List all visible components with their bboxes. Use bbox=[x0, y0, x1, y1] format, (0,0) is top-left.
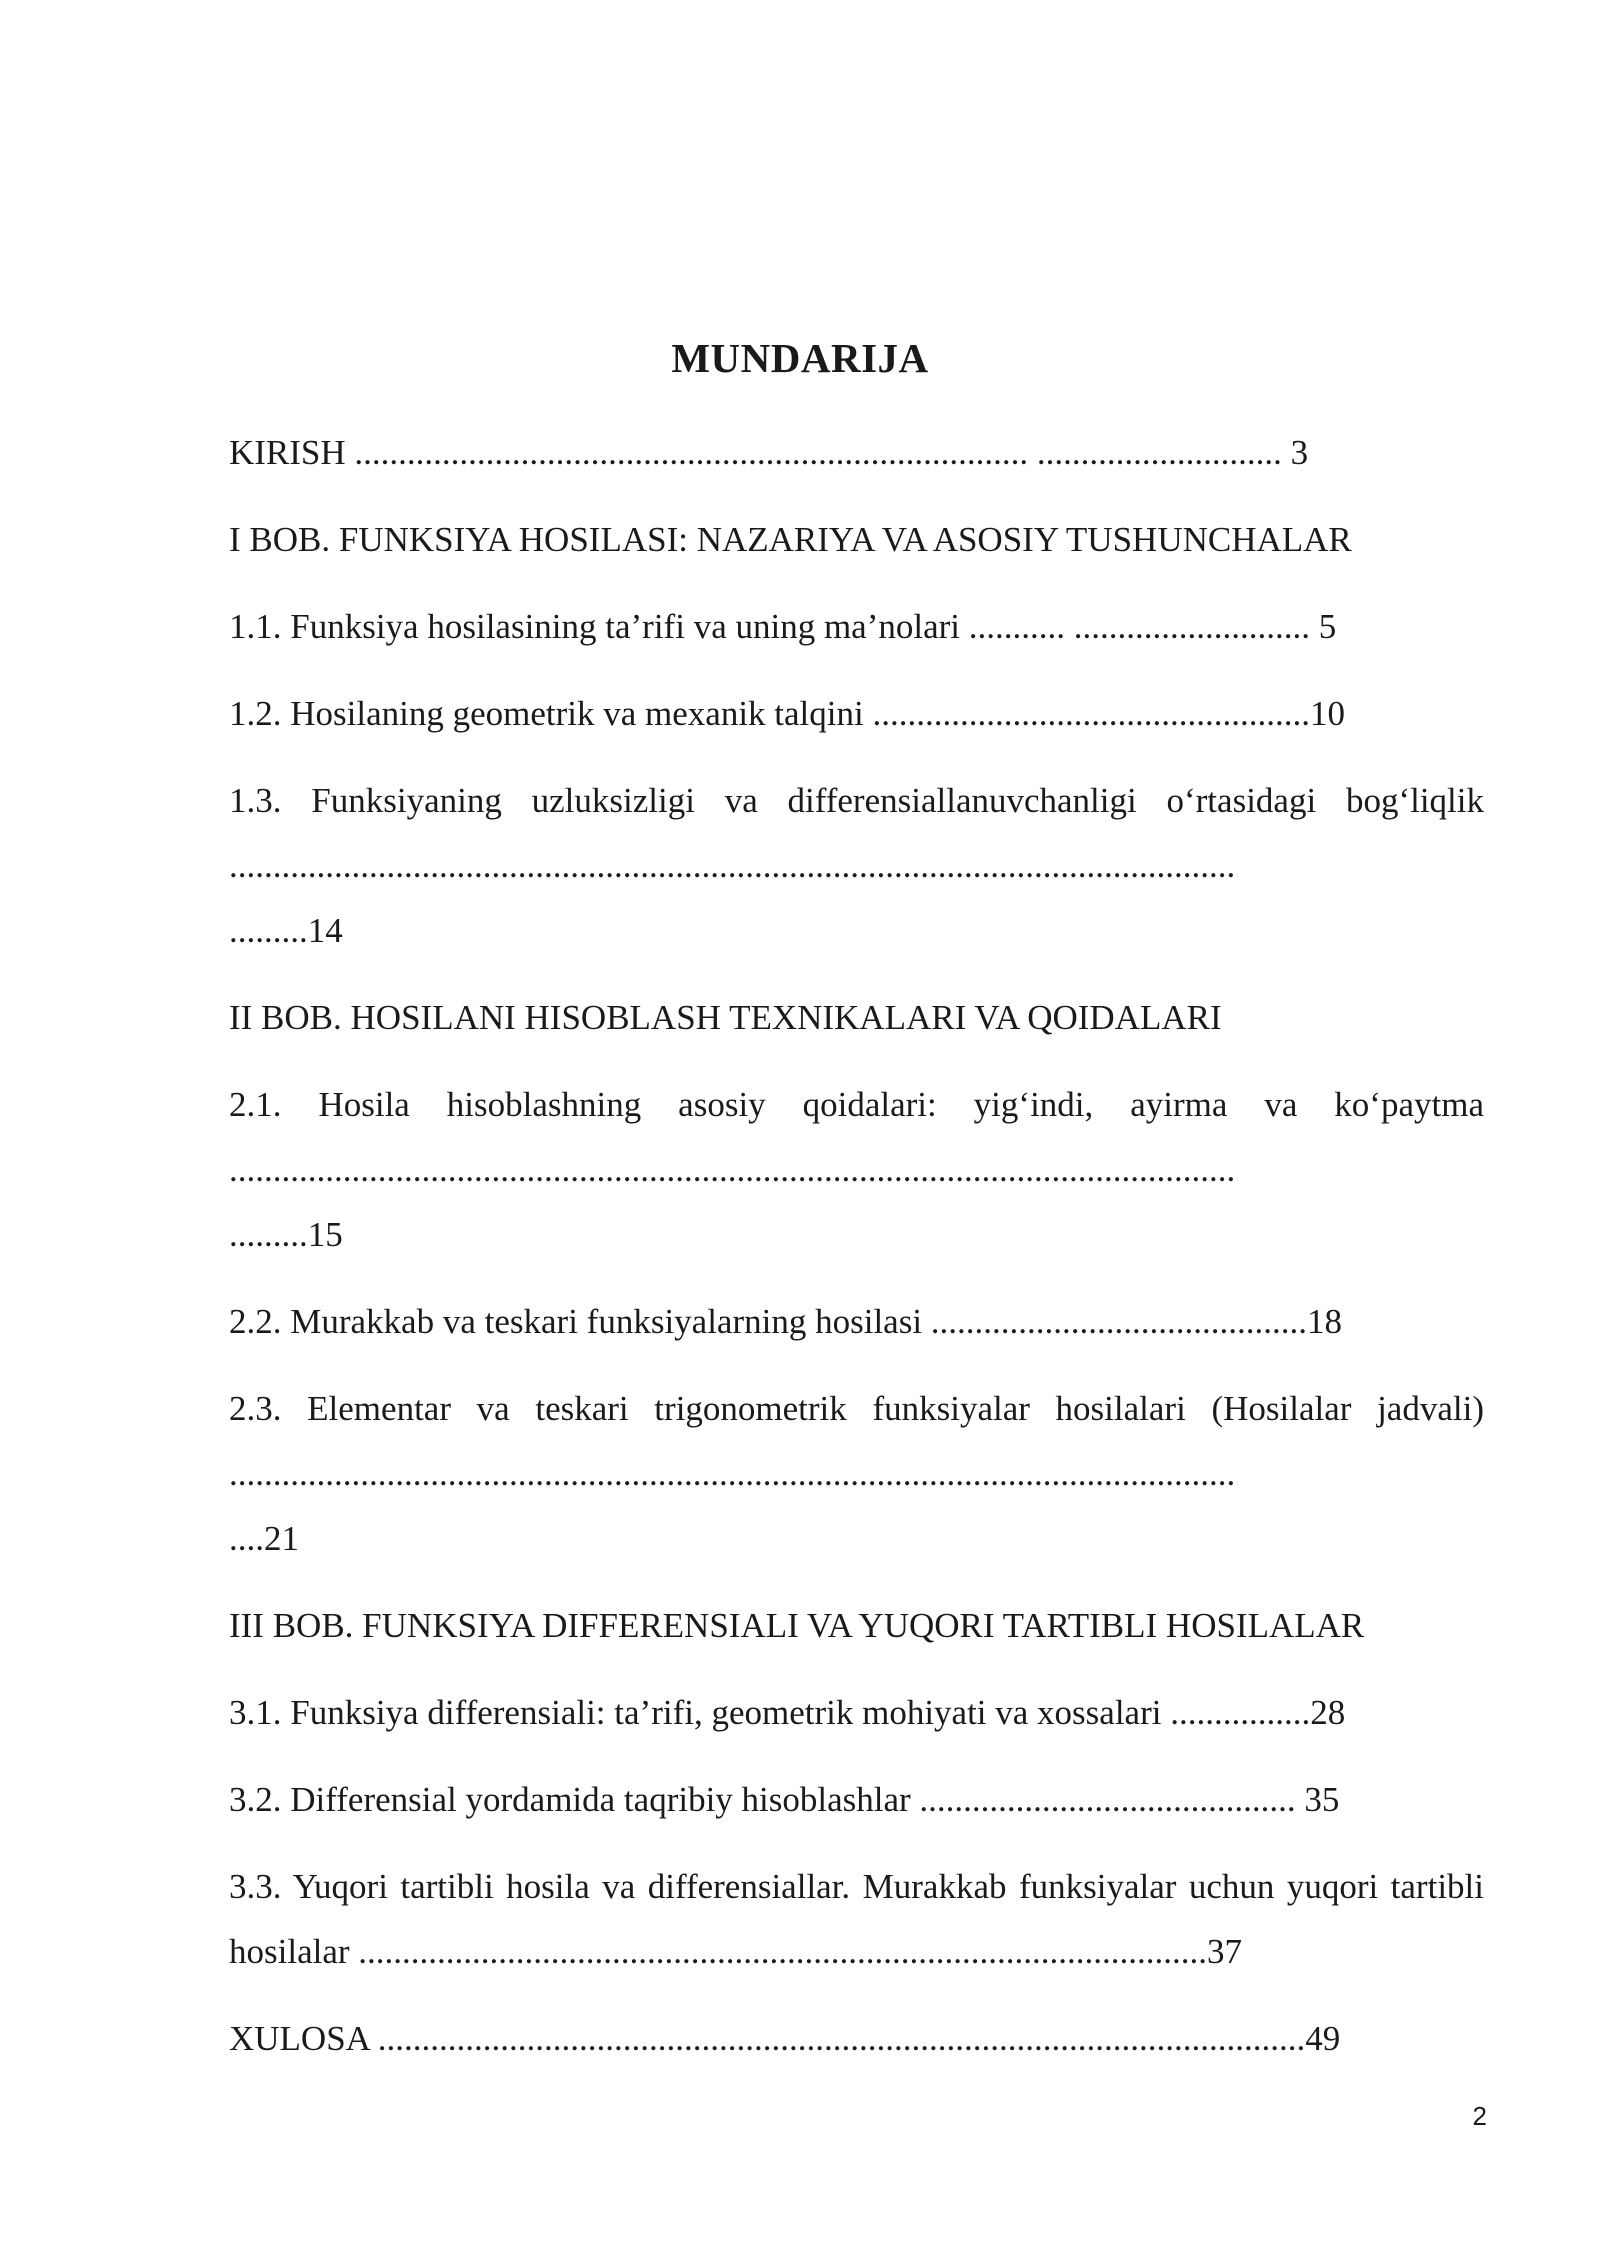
toc-entry-text: KIRISH ............................................................................. ............................ 3 bbox=[229, 433, 1309, 472]
toc-chapter-3 bbox=[229, 1593, 1484, 1658]
toc-entry-text: 2.3. Elementar va teskari trigonometrik funksiyalar hosilalari (Hosilalar jadvali) ................................................................................................................... bbox=[229, 1389, 1484, 1493]
toc-entry-3-1 bbox=[229, 1680, 1484, 1745]
toc-entry-3-3 bbox=[229, 1854, 1484, 1984]
toc-entry-text: 2.1. Hosila hisoblashning asosiy qoidalari: yig‘indi, ayirma va ko‘paytma ................................................................................................................... bbox=[229, 1085, 1484, 1189]
toc-entry-text: 2.2. Murakkab va teskari funksiyalarning hosilasi ...........................................18 bbox=[229, 1302, 1343, 1341]
toc-entry-text: II BOB. HOSILANI HISOBLASH TEXNIKALARI VA QOIDALARI bbox=[229, 998, 1222, 1037]
page-title: MUNDARIJA bbox=[671, 335, 929, 381]
toc-entry-page: .........15 bbox=[229, 1215, 343, 1254]
toc-entry-2-1 bbox=[229, 1072, 1484, 1267]
toc-entry-text: 3.1. Funksiya differensiali: ta’rifi, geometrik mohiyati va xossalari ................28 bbox=[229, 1693, 1346, 1732]
toc-entry-introduction bbox=[229, 420, 1484, 485]
toc-entry-3-2 bbox=[229, 1767, 1484, 1832]
page-number: 2 bbox=[1472, 2101, 1487, 2131]
toc-entry-text: 3.3. Yuqori tartibli hosila va differensiallar. Murakkab funksiyalar uchun yuqori tartibli hosilalar .................................................................................................37 bbox=[229, 1867, 1484, 1971]
toc-entry-2-3 bbox=[229, 1376, 1484, 1571]
toc-entry-text: 1.1. Funksiya hosilasining ta’rifi va uning ma’nolari ........... ........................... 5 bbox=[229, 607, 1337, 646]
table-of-contents bbox=[229, 420, 1484, 2093]
toc-entry-1-2 bbox=[229, 681, 1484, 746]
toc-entry-1-1 bbox=[229, 594, 1484, 659]
toc-entry-conclusion bbox=[229, 2006, 1484, 2071]
toc-entry-text: 1.2. Hosilaning geometrik va mexanik talqini ..................................................10 bbox=[229, 694, 1345, 733]
toc-entry-text: III BOB. FUNKSIYA DIFFERENSIALI VA YUQORI TARTIBLI HOSILALAR bbox=[229, 1606, 1365, 1645]
toc-entry-text: I BOB. FUNKSIYA HOSILASI: NAZARIYA VA ASOSIY TUSHUNCHALAR bbox=[229, 520, 1352, 559]
toc-entry-text: XULOSA ..........................................................................................................49 bbox=[229, 2019, 1341, 2058]
toc-entry-text: 3.2. Differensial yordamida taqribiy hisoblashlar ........................................... 35 bbox=[229, 1780, 1340, 1819]
toc-entry-page: .........14 bbox=[229, 911, 343, 950]
toc-chapter-2 bbox=[229, 985, 1484, 1050]
toc-entry-text: 1.3. Funksiyaning uzluksizligi va differensiallanuvchanligi o‘rtasidagi bog‘liqlik ................................................................................................................... bbox=[229, 781, 1484, 885]
toc-chapter-1 bbox=[229, 507, 1484, 572]
toc-entry-page: ....21 bbox=[229, 1519, 299, 1558]
toc-entry-1-3 bbox=[229, 768, 1484, 963]
toc-entry-2-2 bbox=[229, 1289, 1484, 1354]
